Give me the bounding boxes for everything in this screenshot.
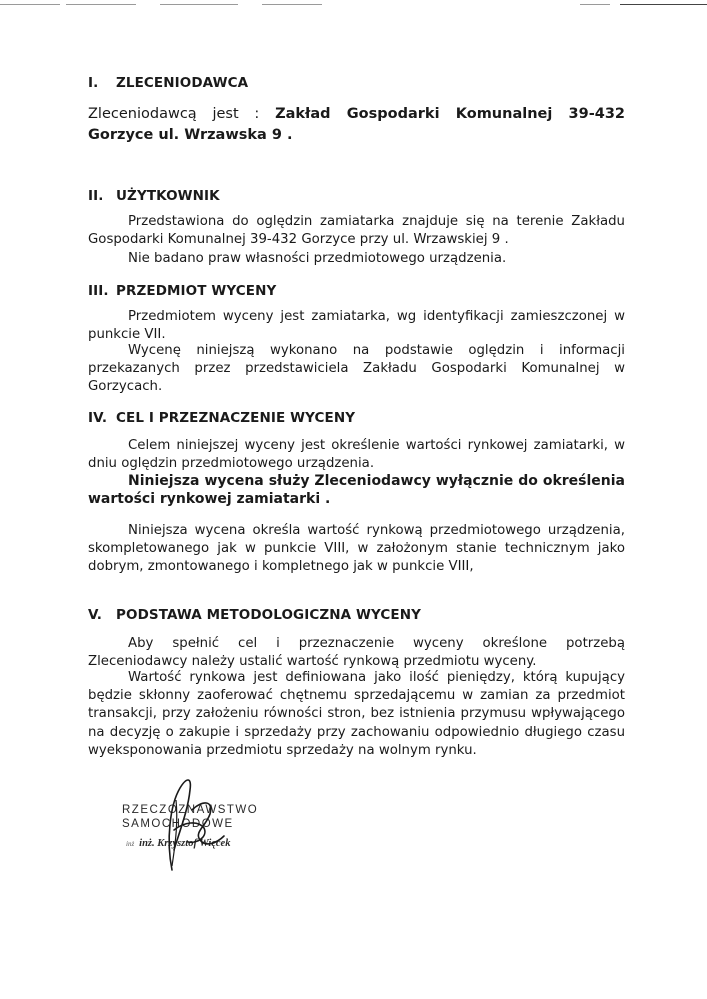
client-paragraph (88, 104, 625, 146)
scan-line (0, 4, 60, 5)
section-heading-cel-wyceny (88, 410, 355, 426)
section-title: PODSTAWA METODOLOGICZNA WYCENY (116, 607, 421, 623)
handwritten-signature (114, 770, 294, 880)
section-heading-uzytkownik (88, 188, 220, 204)
section-title: UŻYTKOWNIK (116, 188, 220, 204)
client-lead: Zleceniodawcą jest : (88, 106, 276, 122)
scope-paragraph: Niniejsza wycena określa wartość rynkową przedmiotowego urządzenia, skompletowanego jak w punkcie VIII, w założonym stanie technicznym jako dobrym, zmontowanego i kompletnego jak w punkcie VIII, (88, 523, 625, 575)
client-name: Zakład Gospodarki Komunalnej 39-432 Gorzyce ul. Wrzawska 9 . (88, 106, 626, 143)
scan-line (620, 4, 707, 5)
section-number: V. (88, 607, 103, 623)
scan-line (262, 4, 322, 5)
user-paragraph-ownership: Nie badano praw własności przedmiotowego urządzenia. (128, 251, 507, 266)
stamp-prefix: inż (126, 840, 135, 848)
section-number: IV. (88, 410, 108, 426)
subject-basis-paragraph: Wycenę niniejszą wykonano na podstawie oględzin i informacji przekazanych przez przedstawiciela Zakładu Gospodarki Komunalnej w Gorzycach. (88, 343, 625, 395)
scan-line (160, 4, 238, 5)
scan-line (66, 4, 136, 5)
section-heading-podstawa-metodologiczna (88, 607, 421, 623)
stamp-line-2: SAMOCHODOWE (122, 818, 234, 830)
purpose-restriction-paragraph: Niniejsza wycena służy Zleceniodawcy wyłącznie do określenia wartości rynkowej zamiatarki . (88, 473, 625, 508)
user-paragraph-location: Przedstawiona do oględzin zamiatarka znajduje się na terenie Zakładu Gospodarki Komunalnej 39-432 Gorzyce przy ul. Wrzawskiej 9 . (88, 214, 625, 248)
market-value-definition-paragraph: Wartość rynkowa jest definiowana jako ilość pieniędzy, którą kupujący będzie skłonny zaoferować chętnemu sprzedającemu w zamian za przedmiot transakcji, przy założeniu równości stron, bez istnienia przymusu wpływającego na decyzję o zakupie i sprzedaży przy zachowaniu odpowiednio długiego czasu wyeksponowania przedmiotu sprzedaży na wolnym rynku. (88, 670, 625, 758)
section-number: I. (88, 75, 99, 91)
scan-line (580, 4, 610, 5)
stamp-name-text: inż. Krzysztof Więcek (139, 838, 231, 849)
section-title: PRZEDMIOT WYCENY (116, 283, 277, 299)
stamp-line-1: RZECZOZNAWSTWO (122, 804, 259, 816)
subject-paragraph: Przedmiotem wyceny jest zamiatarka, wg identyfikacji zamieszczonej w punkcie VII. (88, 309, 625, 343)
method-paragraph: Aby spełnić cel i przeznaczenie wyceny określone potrzebą Zleceniodawcy należy ustalić wartość rynkową przedmiotu wyceny. (88, 636, 625, 670)
section-title: CEL I PRZEZNACZENIE WYCENY (116, 410, 356, 426)
section-number: II. (88, 188, 104, 204)
section-heading-zleceniodawca (88, 75, 248, 91)
appraiser-stamp (114, 770, 294, 880)
purpose-paragraph: Celem niniejszej wyceny jest określenie wartości rynkowej zamiatarki, w dniu oględzin przedmiotowego urządzenia. (88, 438, 625, 472)
section-title: ZLECENIODAWCA (116, 75, 249, 91)
section-heading-przedmiot-wyceny (88, 283, 276, 299)
section-number: III. (88, 283, 109, 299)
